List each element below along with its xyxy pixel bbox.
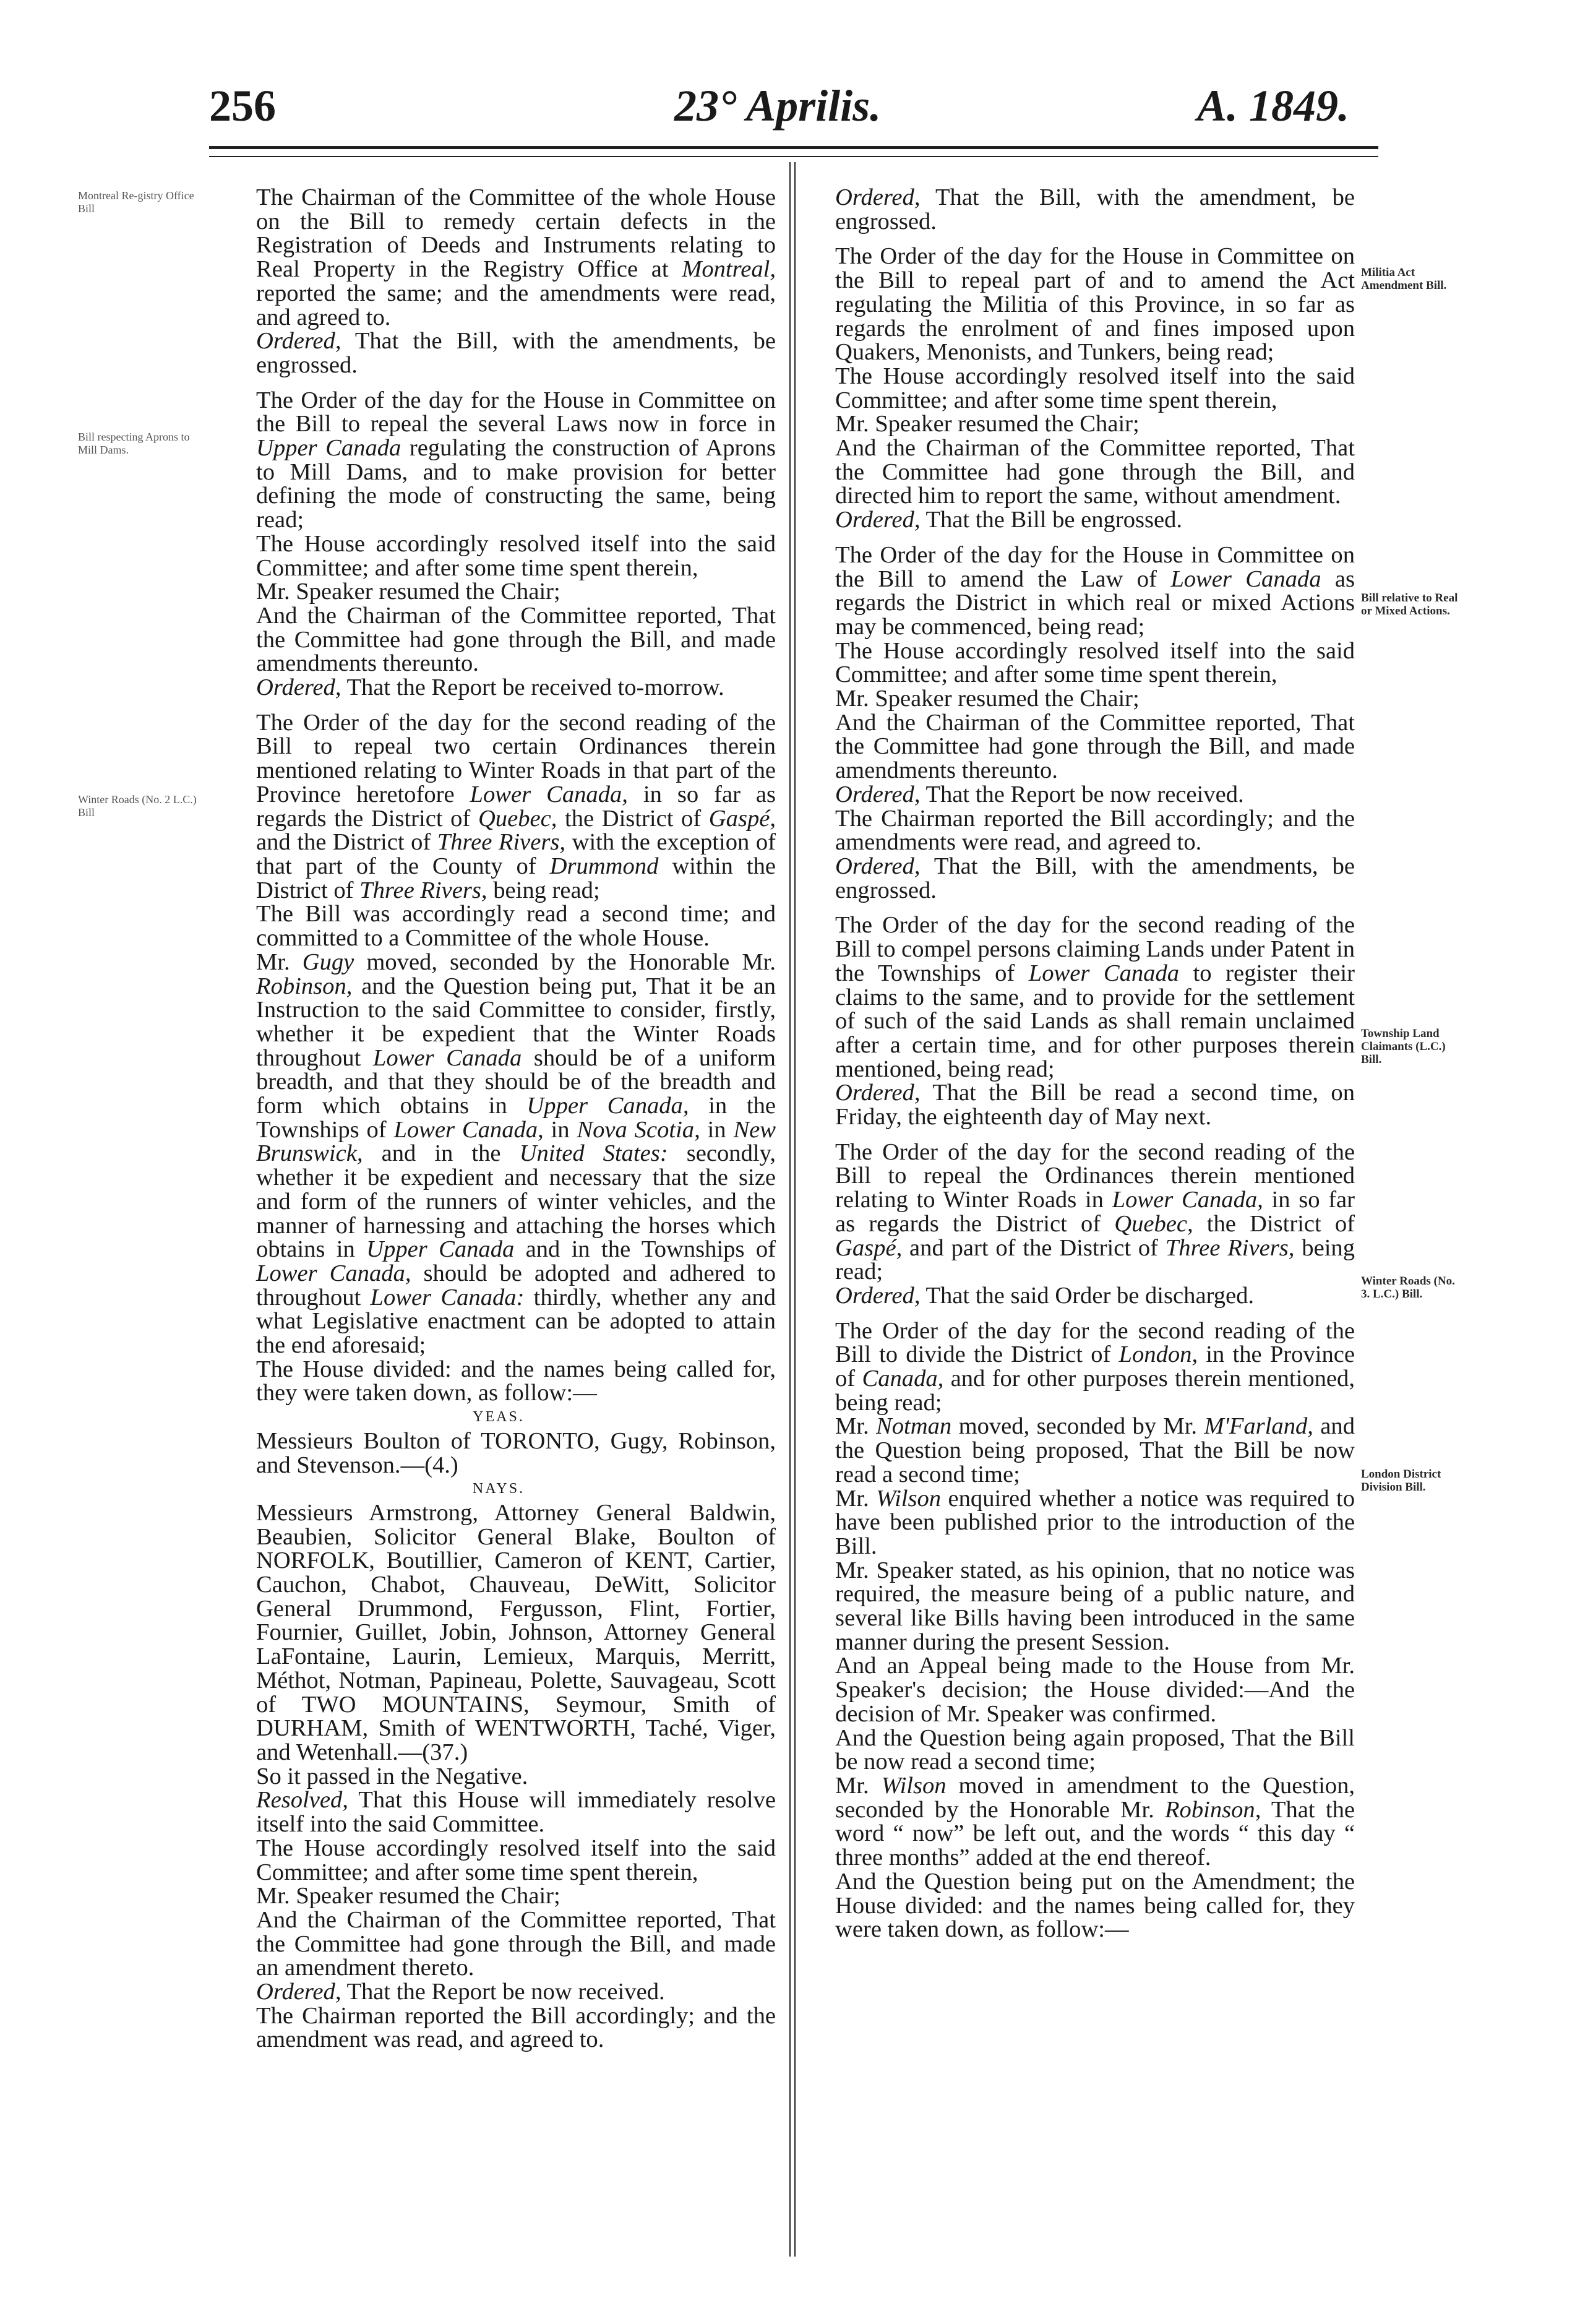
- paragraph: And the Chairman of the Committee reported, That the Committee had gone through the Bill, and directed him to report the same, without amendment.: [835, 435, 1355, 509]
- paragraph: The House divided: and the names being called for, they were taken down, as follow:—: [256, 1356, 776, 1406]
- paragraph: The Bill was accordingly read a second time; and committed to a Committee of the whole House.: [256, 901, 776, 952]
- page-date: 23° Aprilis.: [674, 81, 882, 131]
- margin-note-winter-roads-2: Winter Roads (No. 2 L.C.) Bill: [78, 793, 197, 819]
- paragraph: And an Appeal being made to the House from Mr. Speaker's decision; the House divided:—And the decision of Mr. Speaker was confirmed.: [835, 1653, 1355, 1727]
- nays-list: Messieurs Armstrong, Attorney General Baldwin, Beaubien, Solicitor General Blake, Boulton of NORFOLK, Boutillier, Cameron of KENT, Cartier, Cauchon, Chabot, Chauveau, DeWitt, Solicitor General Drummond, Fergusson, Flint, Fortier, Fournier, Guillet, Jobin, Johnson, Attorney General LaFontaine, Laurin, Lemieux, Marquis, Merritt, Méthot, Notman, Papineau, Polette, Sauvageau, Scott of TWO MOUNTAINS, Seymour, Smith of DURHAM, Smith of WENTWORTH, Taché, Viger, and Wetenhall.—(37.): [256, 1499, 776, 1765]
- entry-london-district: [801, 1319, 1355, 1942]
- entry-montreal-registry: [221, 186, 776, 377]
- paragraph: The Order of the day for the House in Committee on the Bill to repeal part of and to amend the Act regulating the Militia of this Province, in so far as regards the enrolment of and fines imposed upon Quakers, Menonists, and Tunkers, being read;: [835, 243, 1355, 366]
- yeas-heading: YEAS.: [473, 1409, 525, 1426]
- paragraph: The Order of the day for the second reading of the Bill to repeal the Ordinances therein mentioned relating to Winter Roads in Lower Canada, in so far as regards the District of Quebec, the District of Gaspé, and part of the District of Three Rivers, being read;: [835, 1138, 1355, 1285]
- paragraph: Mr. Wilson moved in amendment to the Question, seconded by the Honorable Mr. Robinson, That the word “ now” be left out, and the words “ this day “ three months” added at the end thereof.: [835, 1773, 1355, 1871]
- header-rule-thin: [209, 156, 1378, 157]
- paragraph: Mr. Speaker resumed the Chair;: [835, 686, 1140, 712]
- paragraph: The Order of the day for the House in Committee on the Bill to amend the Law of Lower Canada as regards the District in which real or mixed Actions may be commenced, being read;: [835, 541, 1355, 640]
- paragraph: The Chairman reported the Bill accordingly; and the amendment was read, and agreed to.: [256, 2002, 776, 2053]
- entry-township-land: [801, 913, 1355, 1129]
- order-line: Ordered, That the Bill, with the amendment, be engrossed.: [835, 184, 1355, 235]
- order-line: Ordered, That the Report be now received.: [256, 1979, 665, 2005]
- entry-real-mixed-actions: [801, 543, 1355, 903]
- margin-note-london-district: London District Division Bill.: [1361, 1468, 1441, 1494]
- paragraph: And the Chairman of the Committee reported, That the Committee had gone through the Bill, and made an amendment thereto.: [256, 1906, 776, 1981]
- entry-winter-roads-3: [801, 1140, 1355, 1308]
- margin-note-montreal-registry: Montreal Re-gistry Office Bill: [78, 189, 194, 215]
- margin-note-real-mixed-actions: Bill relative to Real or Mixed Actions.: [1361, 592, 1458, 618]
- resolved-line: Resolved, That this House will immediately resolve itself into the said Committee.: [256, 1787, 776, 1838]
- paragraph: The Chairman of the Committee of the whole House on the Bill to remedy certain defects in the Registration of Deeds and Instruments relating to Real Property in the Registry Office at Montreal, reported the same; and the amendments were read, and agreed to.: [256, 184, 776, 330]
- paragraph: Mr. Speaker resumed the Chair;: [256, 579, 560, 605]
- order-line: Ordered, That the said Order be discharged.: [835, 1282, 1255, 1309]
- paragraph: Mr. Wilson enquired whether a notice was required to have been published prior to the introduction of the Bill.: [835, 1485, 1355, 1559]
- nays-heading: NAYS.: [472, 1481, 525, 1497]
- paragraph: And the Chairman of the Committee reported, That the Committee had gone through the Bill, and made amendments thereunto.: [256, 602, 776, 677]
- margin-note-winter-roads-3: Winter Roads (No. 3. L.C.) Bill.: [1361, 1275, 1455, 1301]
- paragraph: Mr. Gugy moved, seconded by the Honorable Mr. Robinson, and the Question being put, That it be an Instruction to the said Committee to consider, firstly, whether it be expedient that the Winter Roads throughout Lower Canada should be of a uniform breadth, and that they should be of the breadth and form which obtains in Upper Canada, in the Townships of Lower Canada, in Nova Scotia, in New Brunswick, and in the United States: secondly, whether it be expedient and necessary that the size and form of the runners of winter vehicles, and the manner of harnessing and attaching the horses which obtains in Upper Canada and in the Townships of Lower Canada, should be adopted and adhered to throughout Lower Canada: thirdly, whether any and what Legislative enactment can be adopted to attain the end aforesaid;: [256, 949, 776, 1359]
- order-line: Ordered, That the Bill be engrossed.: [835, 507, 1183, 533]
- entry-winter-roads-2: [221, 711, 776, 2052]
- order-line: Ordered, That the Bill, with the amendments, be engrossed.: [256, 328, 776, 378]
- paragraph: The House accordingly resolved itself into the said Committee; and after some time spent therein,: [256, 1835, 776, 1885]
- paragraph: And the Chairman of the Committee reported, That the Committee had gone through the Bill, and made amendments thereunto.: [835, 709, 1355, 784]
- order-line: Ordered, That the Bill be read a second time, on Friday, the eighteenth day of May next.: [835, 1080, 1355, 1130]
- paragraph: So it passed in the Negative.: [256, 1763, 528, 1789]
- left-column: [221, 186, 776, 2063]
- paragraph: The House accordingly resolved itself into the said Committee; and after some time spent therein,: [835, 637, 1355, 688]
- paragraph: The Order of the day for the House in Committee on the Bill to repeal the several Laws now in force in Upper Canada regulating the construction of Aprons to Mill Dams, and to make provision for better defining the mode of constructing the same, being read;: [256, 387, 776, 533]
- paragraph: And the Question being again proposed, That the Bill be now read a second time;: [835, 1724, 1355, 1775]
- order-line: Ordered, That the Report be received to-morrow.: [256, 674, 724, 701]
- column-divider: [789, 162, 796, 2257]
- entry-mill-dams: [221, 389, 776, 700]
- right-column: [801, 186, 1355, 1953]
- paragraph: Mr. Speaker stated, as his opinion, that no notice was required, the measure being of a public nature, and several like Bills having been introduced in the same manner during the present Session.: [835, 1557, 1355, 1655]
- paragraph: The House accordingly resolved itself into the said Committee; and after some time spent therein,: [256, 530, 776, 581]
- paragraph: Mr. Speaker resumed the Chair;: [835, 411, 1140, 437]
- order-line: Ordered, That the Bill, with the amendments, be engrossed.: [835, 853, 1355, 903]
- margin-note-township-land: Township Land Claimants (L.C.) Bill.: [1361, 1027, 1446, 1066]
- paragraph: The House accordingly resolved itself into the said Committee; and after some time spent therein,: [835, 363, 1355, 413]
- paragraph: The Order of the day for the second reading of the Bill to compel persons claiming Lands under Patent in the Townships of Lower Canada to register their claims to the same, and to provide for the settlement of such of the said Lands as shall remain unclaimed after a certain time, and for other purposes therein mentioned, being read;: [835, 912, 1355, 1082]
- page-number: 256: [209, 81, 276, 131]
- paragraph: The Order of the day for the second reading of the Bill to divide the District of London, in the Province of Canada, and for other purposes therein mentioned, being read;: [835, 1317, 1355, 1416]
- margin-note-militia: Militia Act Amendment Bill.: [1361, 266, 1447, 292]
- page-year: A. 1849.: [1197, 81, 1350, 131]
- paragraph: The Chairman reported the Bill accordingly; and the amendments were read, and agreed to.: [835, 805, 1355, 856]
- order-line: Ordered, That the Report be now received.: [835, 781, 1244, 807]
- paragraph: The Order of the day for the second reading of the Bill to repeal two certain Ordinances therein mentioned relating to Winter Roads in that part of the Province heretofore Lower Canada, in so far as regards the District of Quebec, the District of Gaspé, and the District of Three Rivers, with the exception of that part of the County of Drummond within the District of Three Rivers, being read;: [256, 709, 776, 903]
- paragraph: Mr. Notman moved, seconded by Mr. M'Farland, and the Question being proposed, That the Bill be now read a second time;: [835, 1413, 1355, 1487]
- header-rule-thick: [209, 146, 1378, 149]
- paragraph: And the Question being put on the Amendment; the House divided: and the names being called for, they were taken down, as follow:—: [835, 1868, 1355, 1943]
- entry-militia: [801, 244, 1355, 532]
- margin-note-mill-dams: Bill respecting Aprons to Mill Dams.: [78, 431, 190, 456]
- yeas-list: Messieurs Boulton of TORONTO, Gugy, Robinson, and Stevenson.—(4.): [256, 1427, 776, 1478]
- entry-order-engrossed: [801, 186, 1355, 233]
- paragraph: Mr. Speaker resumed the Chair;: [256, 1883, 560, 1909]
